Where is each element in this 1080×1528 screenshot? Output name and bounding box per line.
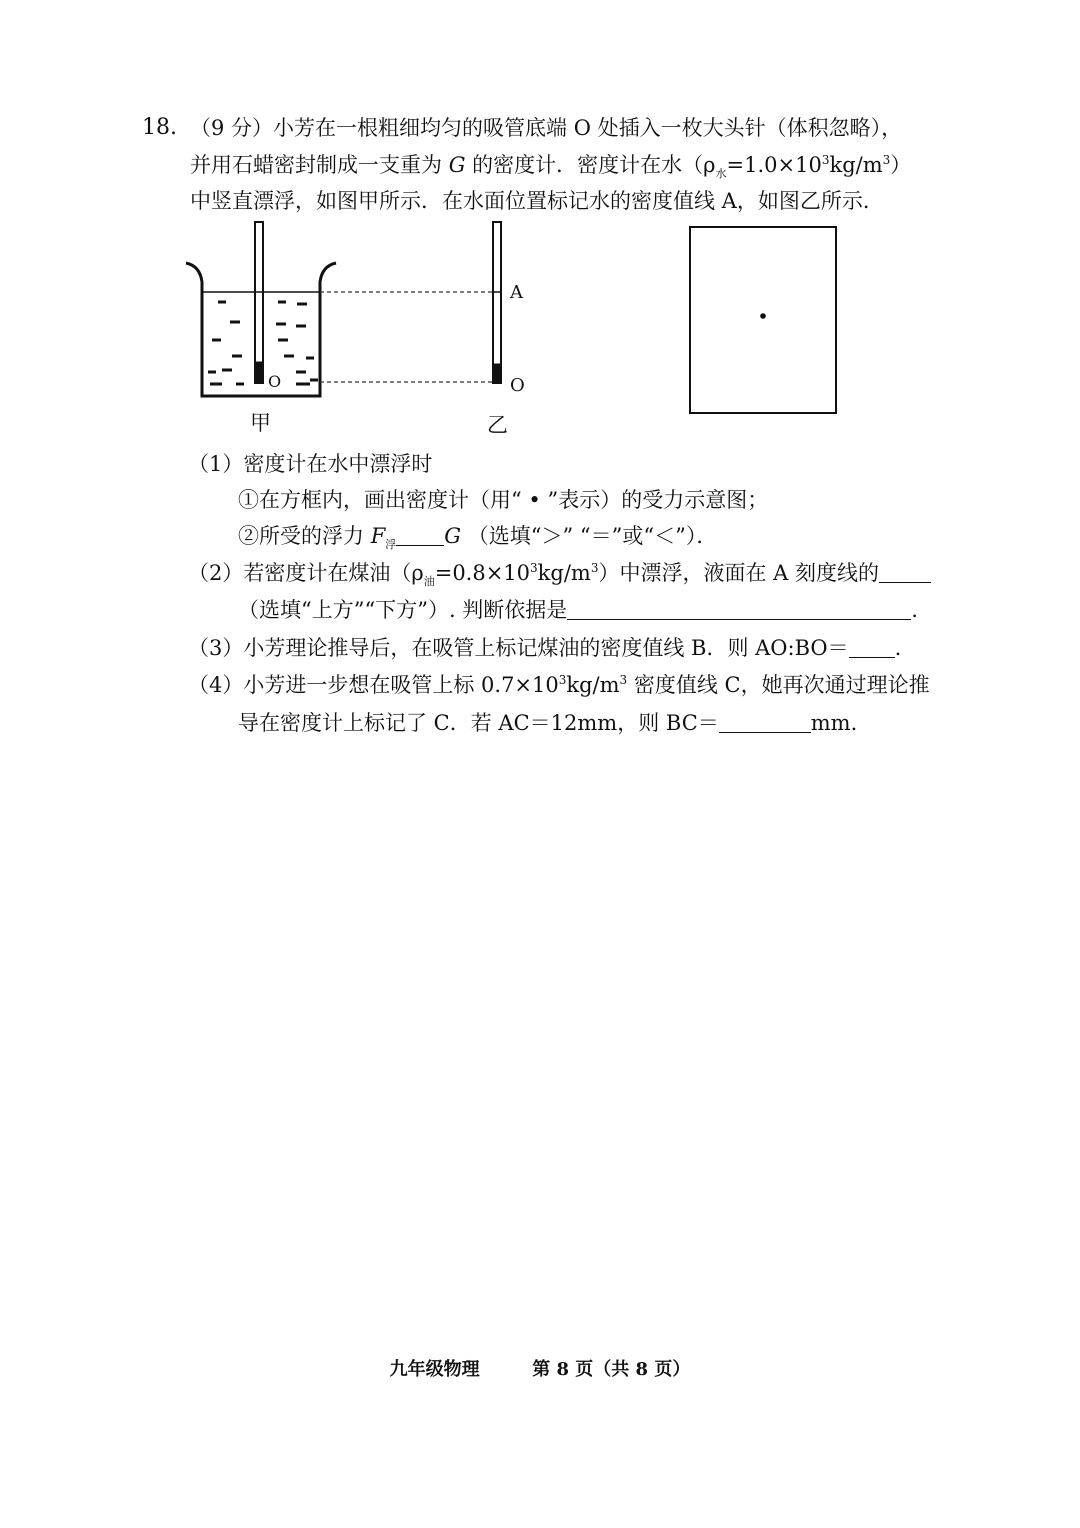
figure-area bbox=[0, 0, 1080, 460]
question-line-3: 中竖直漂浮，如图甲所示．在水面位置标记水的密度值线 A，如图乙所示． bbox=[190, 189, 884, 213]
part-4-line-2: 导在密度计上标记了 C．若 AC＝12mm，则 BC＝ mm. bbox=[238, 711, 858, 735]
mark-a-label: A bbox=[510, 282, 523, 303]
page-footer bbox=[0, 1357, 1080, 1383]
pin-in-beaker bbox=[256, 362, 262, 383]
answer-blank-1[interactable] bbox=[396, 523, 444, 546]
part-2-line-2: （选填“上方”“下方”）. 判断依据是 . bbox=[238, 598, 918, 622]
part-2-line-1: （2）若密度计在煤油$(\rho_油=0.8\times 10^3kg/m^3)$中漂浮，液面在 A 刻度线的 bbox=[188, 558, 931, 588]
figure-label-yi: 乙 bbox=[487, 413, 508, 437]
hydrometer-dot bbox=[760, 313, 766, 319]
footer-page-number: 第 8 页（共 8 页） bbox=[532, 1359, 691, 1380]
straw-in-beaker bbox=[255, 222, 263, 383]
beaker-figure bbox=[186, 222, 336, 396]
footer-subject: 九年级物理 bbox=[389, 1359, 480, 1380]
answer-box bbox=[690, 227, 836, 413]
beaker-o-label: O bbox=[268, 372, 282, 391]
answer-blank-5[interactable] bbox=[719, 710, 811, 733]
question-line-1: （9 分）小芳在一根粗细均匀的吸管底端 O 处插入一枚大头针（体积忽略）， bbox=[190, 116, 903, 140]
answer-blank-2[interactable] bbox=[879, 560, 931, 583]
straw-figure bbox=[493, 222, 501, 383]
question-number: 18. bbox=[142, 115, 177, 140]
figure-label-jia: 甲 bbox=[250, 411, 271, 435]
part-3: （3）小芳理论推导后，在吸管上标记煤油的密度值线 B．则 AO:BO＝ . bbox=[188, 636, 902, 660]
part-4-line-1: （4）小芳进一步想在吸管上标 $0.7\times 10^3kg/m^3$ 密度值线 C，她再次通过理论推 bbox=[188, 673, 930, 697]
part-1-a: ①在方框内，画出密度计（用“ • ”表示）的受力示意图； bbox=[238, 488, 769, 512]
part-1-title: （1）密度计在水中漂浮时 bbox=[188, 452, 433, 476]
guide-lines bbox=[320, 292, 493, 382]
part-1-b: ②所受的浮力 $F_浮$ G （选填“＞” “＝”或“＜”）． bbox=[238, 524, 718, 552]
answer-blank-4[interactable] bbox=[849, 635, 895, 658]
question-line-2: 并用石蜡密封制成一支重为 G 的密度计．密度计在水$(\rho_水=1.0\times 10^3kg/m^3)$ bbox=[190, 153, 912, 181]
mark-o-label: O bbox=[510, 375, 525, 396]
answer-blank-3[interactable] bbox=[567, 597, 911, 620]
